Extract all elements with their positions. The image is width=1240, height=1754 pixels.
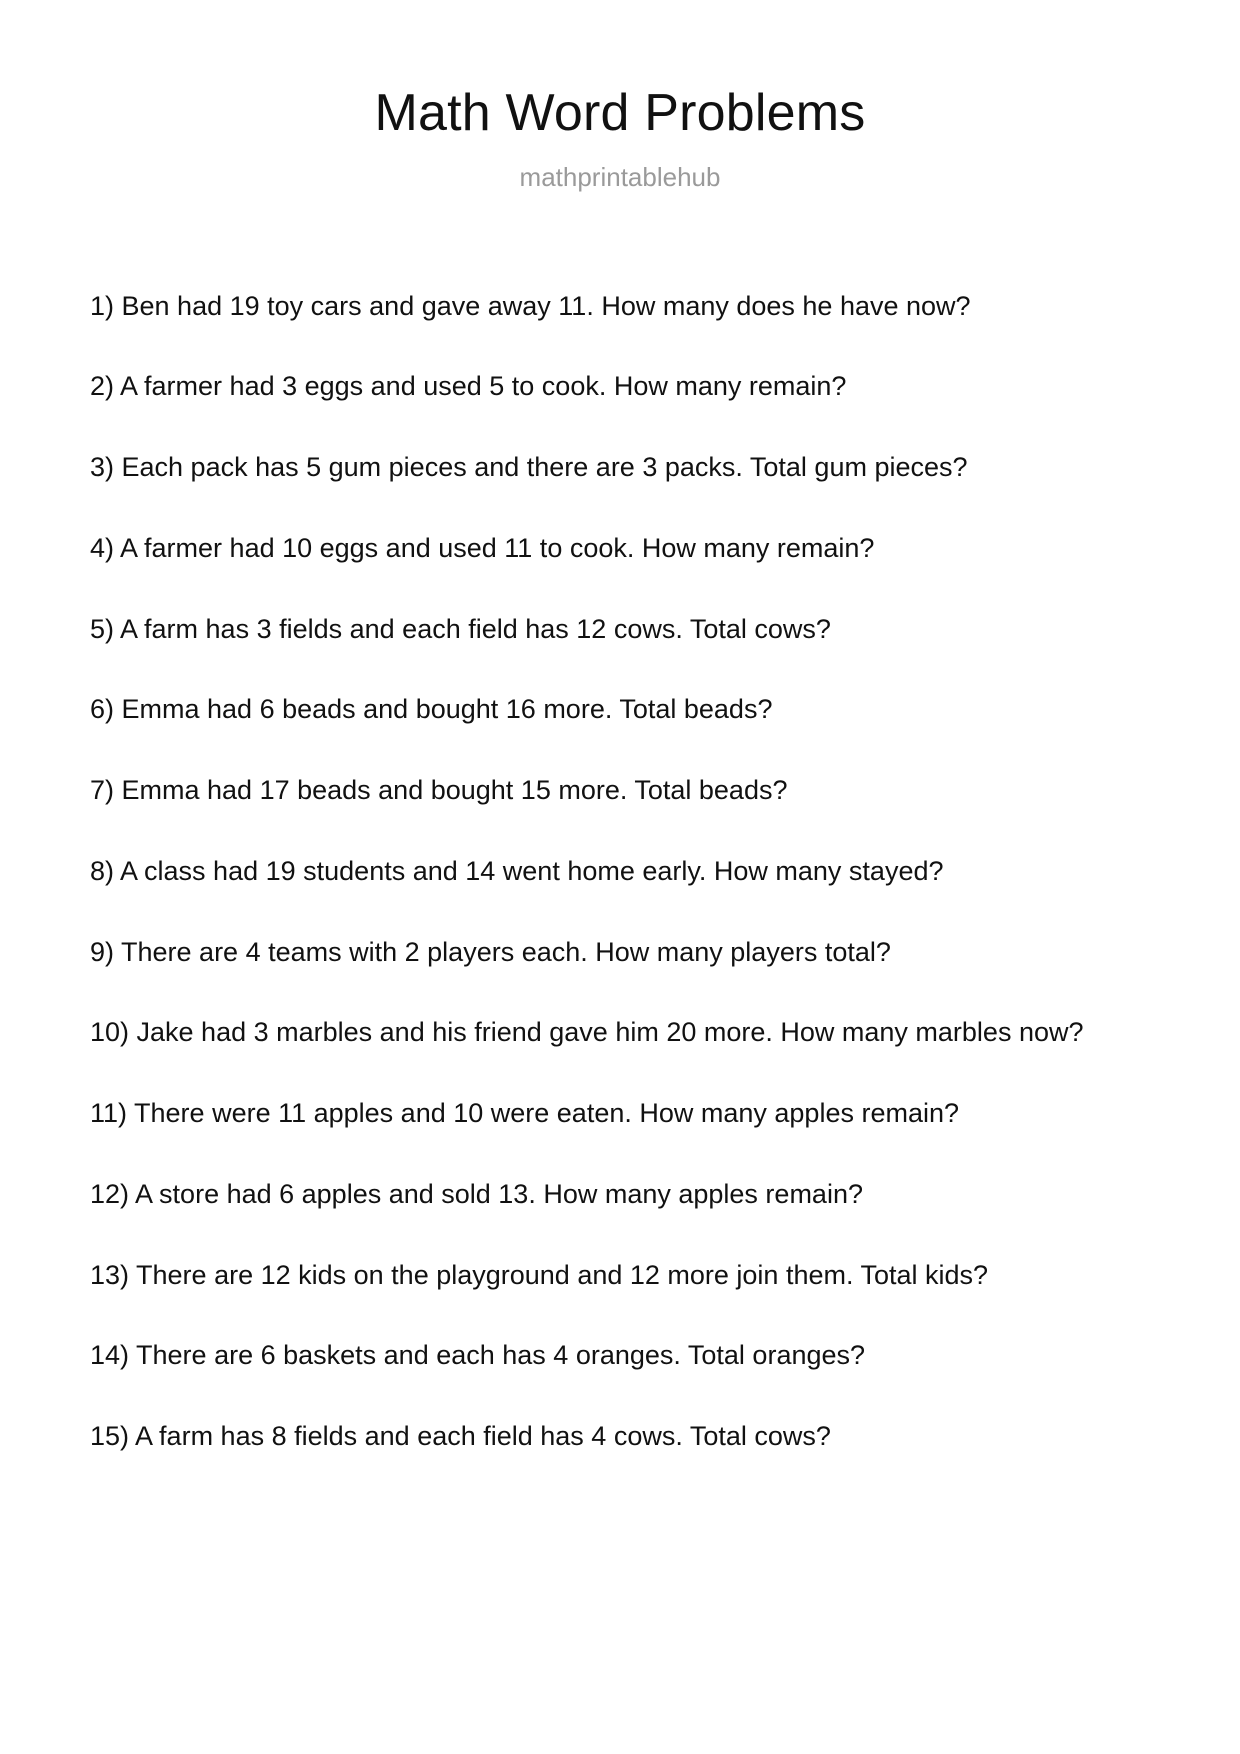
list-item: 9) There are 4 teams with 2 players each. How many players total? (90, 936, 891, 967)
list-item: 3) Each pack has 5 gum pieces and there are 3 packs. Total gum pieces? (90, 452, 968, 483)
list-item: 10) Jake had 3 marbles and his friend gave him 20 more. How many marbles now? (90, 1017, 1084, 1048)
worksheet-header (0, 0, 1240, 194)
list-item: 7) Emma had 17 beads and bought 15 more. Total beads? (90, 775, 788, 806)
list-item: 5) A farm has 3 fields and each field has 12 cows. Total cows? (90, 613, 831, 644)
list-item: 8) A class had 19 students and 14 went home early. How many stayed? (90, 855, 944, 886)
page-title: Math Word Problems (374, 84, 866, 142)
page-subtitle: mathprintablehub (519, 162, 721, 193)
list-item: 2) A farmer had 3 eggs and used 5 to cook. How many remain? (90, 371, 847, 402)
list-item: 12) A store had 6 apples and sold 13. How many apples remain? (90, 1178, 863, 1209)
list-item: 15) A farm has 8 fields and each field has 4 cows. Total cows? (90, 1421, 831, 1452)
list-item: 1) Ben had 19 toy cars and gave away 11. How many does he have now? (90, 290, 971, 321)
list-item: 11) There were 11 apples and 10 were eaten. How many apples remain? (90, 1098, 960, 1129)
list-item: 6) Emma had 6 beads and bought 16 more. Total beads? (90, 694, 773, 725)
list-item: 4) A farmer had 10 eggs and used 11 to cook. How many remain? (90, 532, 875, 563)
list-item: 14) There are 6 baskets and each has 4 oranges. Total oranges? (90, 1340, 866, 1371)
list-item: 13) There are 12 kids on the playground and 12 more join them. Total kids? (90, 1259, 989, 1290)
problem-list (0, 290, 1240, 1454)
